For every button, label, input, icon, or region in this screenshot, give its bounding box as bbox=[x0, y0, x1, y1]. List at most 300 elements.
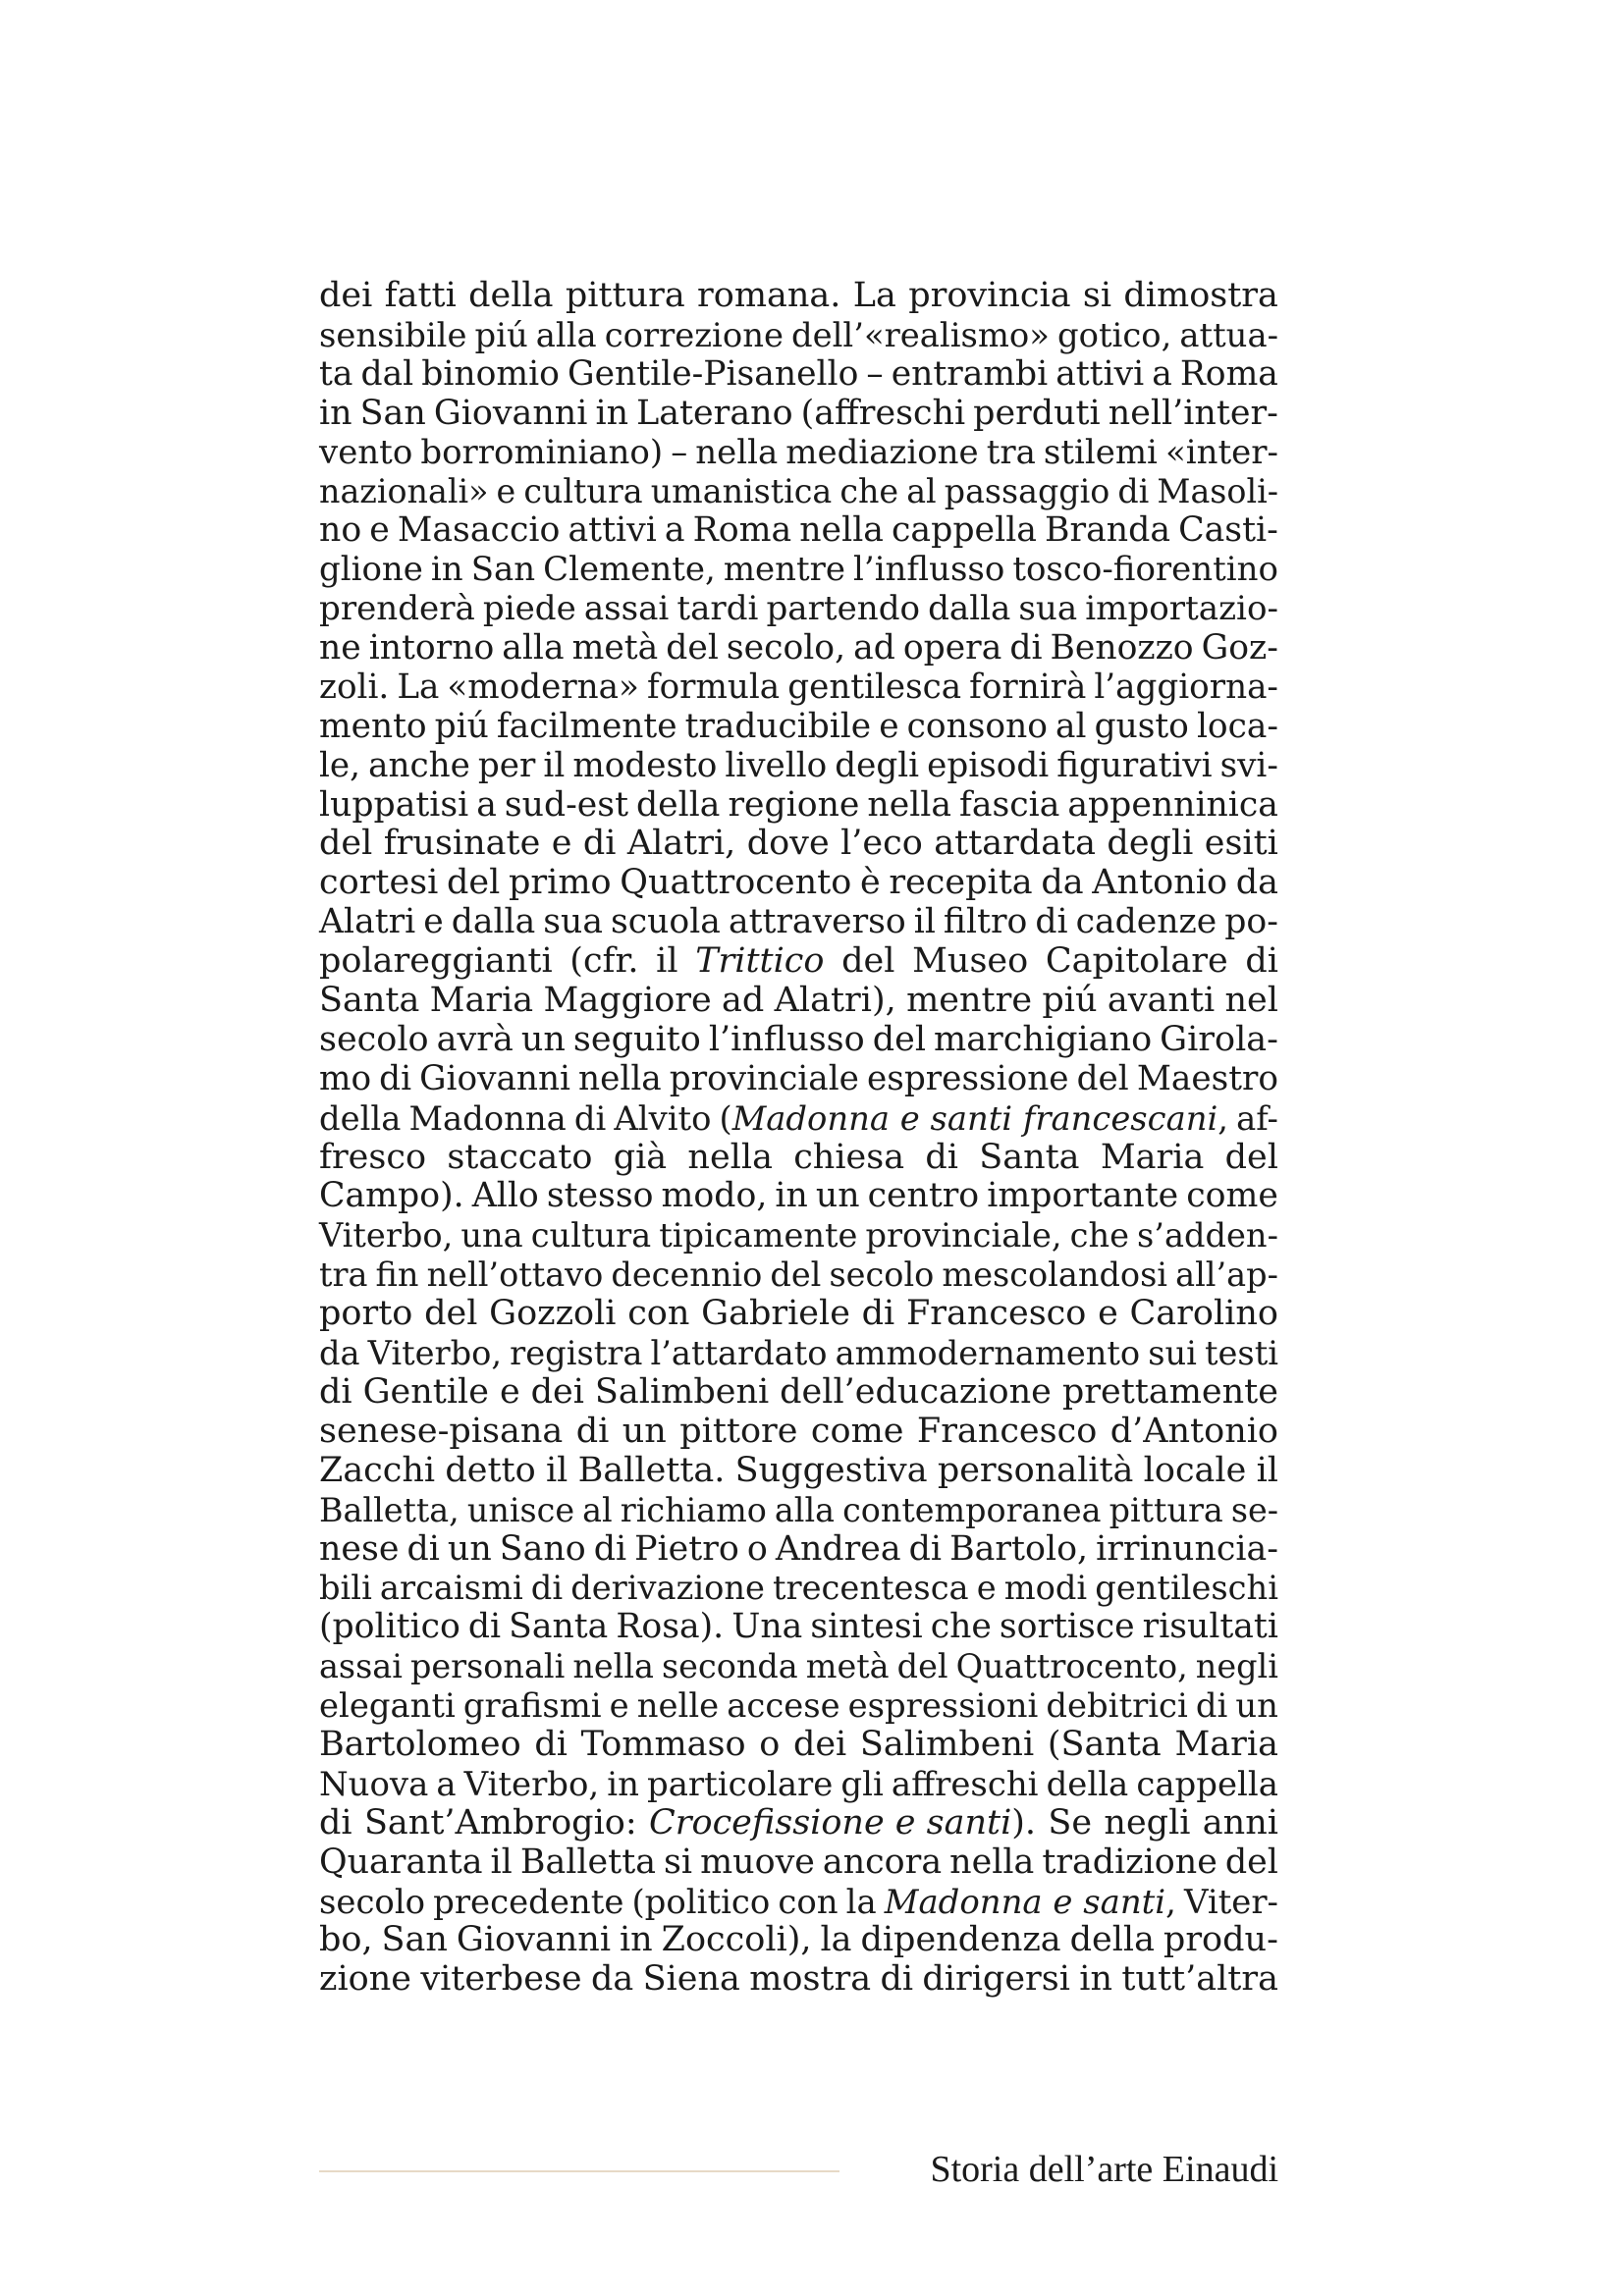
word: Salimbeni bbox=[594, 1371, 770, 1412]
word: nella bbox=[572, 1647, 654, 1686]
word: nelle bbox=[636, 1686, 720, 1726]
word: piú bbox=[474, 315, 528, 354]
word: attivi bbox=[568, 510, 657, 551]
word: Zoccoli), bbox=[661, 1920, 812, 1960]
word: irrinuncia- bbox=[1096, 1528, 1278, 1569]
word: «moderna» bbox=[447, 667, 639, 707]
word: di bbox=[467, 1607, 502, 1647]
word: tradizione bbox=[1042, 1842, 1217, 1882]
word: di bbox=[582, 824, 617, 864]
text-line bbox=[319, 1960, 1278, 2000]
word: Andrea bbox=[775, 1528, 901, 1569]
word: scuola bbox=[610, 902, 721, 942]
text-line bbox=[319, 1726, 1278, 1765]
word: detto bbox=[445, 1450, 536, 1490]
word: degli bbox=[835, 745, 920, 785]
word: del bbox=[424, 1294, 478, 1334]
word: provinciale, bbox=[865, 1216, 1062, 1255]
word: nella bbox=[799, 510, 884, 551]
word: che bbox=[930, 1607, 992, 1647]
word: e bbox=[423, 902, 444, 942]
word: polareggianti bbox=[319, 941, 553, 982]
word: al bbox=[906, 472, 937, 511]
word: sensibile bbox=[319, 315, 467, 354]
word: modesto bbox=[572, 745, 718, 785]
text-line bbox=[319, 942, 1278, 982]
word: livello bbox=[725, 745, 828, 785]
word: attardata bbox=[934, 824, 1097, 864]
word: della bbox=[636, 784, 721, 825]
word: e bbox=[1098, 1294, 1118, 1334]
word: particolare bbox=[646, 1764, 834, 1803]
word: del bbox=[770, 1255, 822, 1295]
word: degli bbox=[1107, 824, 1194, 864]
word: nella bbox=[687, 1137, 773, 1177]
word: di bbox=[1009, 628, 1043, 668]
word: Roma bbox=[692, 510, 792, 551]
word: Francesco bbox=[916, 1411, 1098, 1451]
word: mento bbox=[319, 706, 427, 746]
word: è bbox=[859, 863, 881, 903]
word: gentilesca bbox=[787, 667, 962, 707]
text-line bbox=[319, 316, 1278, 355]
word: decennio bbox=[611, 1255, 763, 1295]
word: ta bbox=[319, 353, 353, 394]
word: porto bbox=[319, 1294, 413, 1334]
word: Museo bbox=[912, 941, 1029, 982]
word: e bbox=[879, 706, 899, 746]
text-line bbox=[319, 629, 1278, 668]
word: con bbox=[627, 1294, 690, 1334]
word: Gabriele bbox=[701, 1294, 850, 1334]
word: cortesi bbox=[319, 863, 439, 903]
word: af- bbox=[1236, 1098, 1278, 1138]
word: romana. bbox=[697, 276, 841, 315]
text-line bbox=[319, 1452, 1278, 1491]
word: senese-pisana bbox=[319, 1411, 564, 1451]
word: Clemente, bbox=[543, 550, 716, 590]
word: di bbox=[1245, 941, 1278, 982]
text-line bbox=[319, 1608, 1278, 1647]
word: luppatisi bbox=[319, 784, 469, 825]
word: Carolino bbox=[1129, 1294, 1278, 1334]
word: Maggiore bbox=[543, 981, 712, 1021]
word: Quattrocento bbox=[620, 863, 852, 903]
word: di bbox=[593, 1528, 627, 1569]
word: fornirà bbox=[969, 667, 1087, 707]
word: al bbox=[582, 1490, 613, 1529]
word: glione bbox=[319, 550, 423, 590]
word: a bbox=[476, 784, 497, 825]
body-text bbox=[319, 277, 1278, 2000]
text-line bbox=[319, 1530, 1278, 1570]
word: San bbox=[470, 550, 536, 590]
word: mo bbox=[319, 1058, 372, 1098]
word: Laterano bbox=[636, 393, 793, 433]
word: Tommaso bbox=[580, 1724, 746, 1764]
word: filtro bbox=[943, 902, 1028, 942]
text-line bbox=[319, 1021, 1278, 1060]
word: del bbox=[1224, 1842, 1278, 1882]
word: l’influsso bbox=[853, 550, 1005, 590]
word: in bbox=[775, 1176, 808, 1216]
word: di bbox=[575, 1411, 610, 1451]
word: attraverso bbox=[728, 902, 906, 942]
word: il bbox=[543, 745, 566, 785]
word: Nuova bbox=[319, 1764, 429, 1803]
word: da bbox=[1235, 863, 1278, 903]
word: dove bbox=[746, 824, 830, 864]
word: ne bbox=[319, 628, 361, 668]
word: facilmente bbox=[496, 706, 677, 746]
word: il bbox=[913, 902, 936, 942]
word: no bbox=[319, 510, 362, 551]
word: accese bbox=[727, 1686, 840, 1726]
text-line bbox=[319, 1804, 1278, 1843]
word: di bbox=[1195, 1686, 1228, 1726]
text-line bbox=[319, 1765, 1278, 1804]
text-line bbox=[319, 708, 1278, 747]
word: Viterbo, bbox=[319, 1216, 454, 1255]
word: Goz- bbox=[1201, 628, 1278, 668]
word: sua bbox=[543, 902, 603, 942]
text-line bbox=[319, 1647, 1278, 1686]
word: da bbox=[590, 1959, 634, 2000]
word: tosco-fiorentino bbox=[1012, 550, 1278, 590]
word: di bbox=[861, 1294, 895, 1334]
word: piú bbox=[1042, 981, 1098, 1021]
word: loca- bbox=[1196, 706, 1278, 746]
word: Roma bbox=[1179, 353, 1278, 394]
word: Allo bbox=[471, 1176, 539, 1216]
word: della bbox=[468, 276, 554, 315]
word: Girola- bbox=[1160, 1019, 1278, 1059]
word: ad bbox=[853, 628, 895, 668]
word: cadenze bbox=[1075, 902, 1217, 942]
word: e bbox=[369, 510, 390, 551]
word: dei bbox=[792, 1724, 847, 1764]
text-line bbox=[319, 551, 1278, 590]
word: di bbox=[379, 1058, 412, 1098]
word: dipendenza bbox=[860, 1920, 1061, 1960]
word: ( bbox=[719, 1098, 732, 1138]
word: frusinate bbox=[383, 824, 541, 864]
word: a bbox=[436, 1764, 457, 1803]
word: di bbox=[908, 1528, 943, 1569]
word: ammodernamento bbox=[835, 1334, 1141, 1373]
word: il bbox=[490, 1842, 513, 1882]
text-line bbox=[319, 982, 1278, 1021]
word: l’attardato bbox=[650, 1334, 828, 1373]
word: dal bbox=[360, 353, 414, 394]
word: attivi bbox=[1055, 353, 1145, 394]
word: di bbox=[406, 1528, 440, 1569]
word: di bbox=[880, 1959, 914, 2000]
word: svi- bbox=[1219, 745, 1278, 785]
word-group bbox=[720, 1099, 1218, 1139]
word: stesso bbox=[546, 1176, 654, 1216]
text-line bbox=[319, 1295, 1278, 1334]
word: San bbox=[381, 1920, 448, 1960]
text-line bbox=[319, 590, 1278, 629]
word: cappella bbox=[1136, 1764, 1278, 1803]
word: che bbox=[1069, 1216, 1129, 1255]
word: sui bbox=[1148, 1334, 1197, 1373]
word: in bbox=[1079, 1959, 1113, 2000]
word: da bbox=[319, 1334, 360, 1373]
word: dell’«realismo» bbox=[791, 315, 1050, 354]
word: piede bbox=[482, 589, 576, 629]
word: ). bbox=[1011, 1802, 1037, 1842]
word: Antonio bbox=[1092, 863, 1228, 903]
word: Masaccio bbox=[397, 510, 561, 551]
word: Maria bbox=[1100, 1137, 1205, 1177]
italic-title: Crocefissione e santi bbox=[648, 1802, 1012, 1842]
word: di bbox=[530, 1569, 564, 1608]
word: Gentile-Pisanello bbox=[568, 353, 859, 394]
word: del bbox=[1224, 1137, 1278, 1177]
word: Siena bbox=[642, 1959, 740, 2000]
word: l’eco bbox=[840, 824, 923, 864]
word: al bbox=[1055, 706, 1087, 746]
word: alla bbox=[535, 315, 597, 354]
word: se- bbox=[1230, 1490, 1278, 1529]
word: fresco bbox=[319, 1137, 427, 1177]
word: si bbox=[664, 1842, 693, 1882]
word: alla bbox=[502, 628, 565, 668]
text-line bbox=[319, 355, 1278, 395]
word: (politico bbox=[319, 1607, 460, 1647]
word: fin bbox=[375, 1255, 419, 1295]
word: appenninica bbox=[1067, 784, 1278, 825]
word: , bbox=[1165, 1882, 1176, 1921]
word: una bbox=[460, 1216, 523, 1255]
word: o bbox=[759, 1724, 781, 1764]
word: arcaismi bbox=[379, 1569, 523, 1608]
word: figurativi bbox=[1056, 745, 1213, 785]
word: consono bbox=[906, 706, 1048, 746]
text-line bbox=[319, 1491, 1278, 1530]
word: l’influsso bbox=[708, 1019, 865, 1059]
word: anni bbox=[1202, 1802, 1278, 1842]
word: Sano bbox=[499, 1528, 586, 1569]
word: tardi bbox=[676, 589, 759, 629]
word: – bbox=[866, 353, 884, 394]
word: richiamo bbox=[620, 1490, 767, 1529]
text-line bbox=[319, 786, 1278, 826]
word: Santa bbox=[509, 1607, 609, 1647]
word: mediazione bbox=[785, 432, 979, 472]
word: gusto bbox=[1094, 706, 1189, 746]
word: centro bbox=[867, 1176, 980, 1216]
word: importazio- bbox=[1085, 589, 1278, 629]
word: modo, bbox=[661, 1176, 768, 1216]
word: l’aggiorna- bbox=[1094, 667, 1278, 707]
word: Viter- bbox=[1183, 1882, 1278, 1921]
word: già bbox=[613, 1137, 668, 1177]
word: e bbox=[499, 1371, 520, 1412]
text-line bbox=[319, 1216, 1278, 1255]
word: dei bbox=[530, 1371, 584, 1412]
word: pittura bbox=[565, 276, 685, 315]
word: Pietro bbox=[634, 1528, 739, 1569]
word: pittura bbox=[1109, 1490, 1223, 1529]
word: espressione bbox=[866, 1058, 1069, 1098]
text-line bbox=[319, 1177, 1278, 1216]
word: di bbox=[1035, 902, 1068, 942]
word: (Santa bbox=[1047, 1724, 1162, 1764]
word: importante bbox=[987, 1176, 1179, 1216]
word: nel bbox=[1224, 981, 1278, 1021]
word: di bbox=[319, 1371, 352, 1412]
word: secolo bbox=[319, 1019, 429, 1059]
word: Balletta bbox=[519, 1842, 656, 1882]
word: d’Antonio bbox=[1109, 1411, 1278, 1451]
word: passaggio bbox=[944, 472, 1110, 511]
text-line bbox=[319, 1099, 1278, 1139]
word: all’ap- bbox=[1175, 1255, 1278, 1295]
word: Balletta. bbox=[577, 1450, 726, 1490]
word: sud-est bbox=[504, 784, 628, 825]
word: il bbox=[545, 1450, 568, 1490]
word: traducibile bbox=[684, 706, 872, 746]
word: un bbox=[622, 1411, 667, 1451]
word: dalla bbox=[928, 589, 1011, 629]
word: Maestro bbox=[1136, 1058, 1278, 1098]
word: Branda bbox=[1045, 510, 1171, 551]
text-line bbox=[319, 511, 1278, 551]
text-line bbox=[319, 668, 1278, 708]
word: nella bbox=[578, 1058, 662, 1098]
word: perduti bbox=[973, 393, 1101, 433]
text-line bbox=[319, 864, 1278, 903]
word: di bbox=[925, 1137, 958, 1177]
italic-title: Madonna e santi francescani bbox=[731, 1098, 1218, 1138]
word: La bbox=[852, 276, 896, 315]
word: come bbox=[810, 1411, 904, 1451]
word: opera bbox=[902, 628, 1002, 668]
text-line bbox=[319, 747, 1278, 786]
word: di bbox=[319, 1802, 352, 1842]
word: di bbox=[534, 1724, 568, 1764]
word: in bbox=[319, 393, 352, 433]
word: si bbox=[1082, 276, 1112, 315]
word: episodi bbox=[927, 745, 1050, 785]
word: «inter- bbox=[1164, 432, 1278, 472]
word: Salimbeni bbox=[859, 1724, 1035, 1764]
word: Viterbo, bbox=[367, 1334, 503, 1373]
word: personali bbox=[409, 1647, 566, 1686]
word: debitrici bbox=[1046, 1686, 1188, 1726]
word: ancora bbox=[822, 1842, 943, 1882]
word: vento bbox=[319, 432, 413, 472]
italic-title: Madonna e santi bbox=[884, 1882, 1166, 1921]
word: sortisce bbox=[999, 1607, 1135, 1647]
word: gli bbox=[840, 1764, 884, 1803]
word: Se bbox=[1048, 1802, 1093, 1842]
word: zoli. bbox=[319, 667, 390, 707]
word: un bbox=[1235, 1686, 1278, 1726]
word: la bbox=[845, 1882, 877, 1921]
word: Maria bbox=[429, 981, 534, 1021]
text-line bbox=[319, 1334, 1278, 1373]
word: Gentile bbox=[362, 1371, 489, 1412]
word: umanistica bbox=[650, 472, 833, 511]
word: come bbox=[1186, 1176, 1278, 1216]
word: le, bbox=[319, 745, 361, 785]
word: modi bbox=[1003, 1569, 1088, 1608]
word: provinciale bbox=[669, 1058, 859, 1098]
word: e bbox=[976, 1569, 997, 1608]
word: Campo). bbox=[319, 1176, 464, 1216]
word: produ- bbox=[1163, 1920, 1278, 1960]
word: Alvito bbox=[614, 1098, 712, 1138]
word: seconda bbox=[662, 1647, 798, 1686]
word: recepita bbox=[889, 863, 1033, 903]
word: Rosa). bbox=[616, 1607, 725, 1647]
word: e bbox=[609, 1686, 629, 1726]
word: in bbox=[607, 1764, 639, 1803]
word: e bbox=[551, 824, 572, 864]
word: testi bbox=[1205, 1334, 1278, 1373]
word: Una bbox=[731, 1607, 803, 1647]
word: metà bbox=[805, 1647, 890, 1686]
word: assai bbox=[583, 589, 670, 629]
word: del bbox=[896, 1647, 948, 1686]
word: nell’inter- bbox=[1108, 393, 1278, 433]
word: borrominiano) bbox=[420, 432, 664, 472]
word: stilemi bbox=[1043, 432, 1158, 472]
word: un bbox=[447, 1528, 492, 1569]
word: da bbox=[1041, 863, 1084, 903]
word: nella bbox=[695, 432, 779, 472]
word: avanti bbox=[1107, 981, 1216, 1021]
word: un bbox=[815, 1176, 860, 1216]
word: mentre bbox=[723, 550, 846, 590]
word: La bbox=[397, 667, 440, 707]
word: Giovanni bbox=[456, 1920, 612, 1960]
word: Masoli- bbox=[1157, 472, 1278, 511]
word: , bbox=[1217, 1098, 1229, 1138]
word: dirigersi bbox=[922, 1959, 1070, 2000]
word: Alatri, bbox=[626, 824, 736, 864]
word: la bbox=[820, 1920, 852, 1960]
word: Francesco bbox=[905, 1294, 1087, 1334]
word: nese bbox=[319, 1528, 400, 1569]
word: Alatri), bbox=[774, 981, 896, 1021]
word: correzione bbox=[604, 315, 784, 354]
text-line bbox=[319, 825, 1278, 864]
word: tra bbox=[986, 432, 1036, 472]
word: nella bbox=[949, 1842, 1035, 1882]
word: anche bbox=[368, 745, 470, 785]
word: esiti bbox=[1204, 824, 1278, 864]
word: in bbox=[430, 550, 463, 590]
word: in bbox=[595, 393, 629, 433]
word: di bbox=[1117, 472, 1150, 511]
word: con bbox=[778, 1882, 839, 1921]
word: Santa bbox=[319, 981, 420, 1021]
word: muove bbox=[700, 1842, 815, 1882]
word: Sant’Ambrogio: bbox=[363, 1802, 637, 1842]
text-line bbox=[319, 1373, 1278, 1413]
word: zione bbox=[319, 1959, 411, 2000]
word: del bbox=[666, 628, 719, 668]
text-line bbox=[319, 1255, 1278, 1295]
word: Casti- bbox=[1178, 510, 1278, 551]
word: entrambi bbox=[891, 353, 1049, 394]
word: – bbox=[671, 432, 688, 472]
